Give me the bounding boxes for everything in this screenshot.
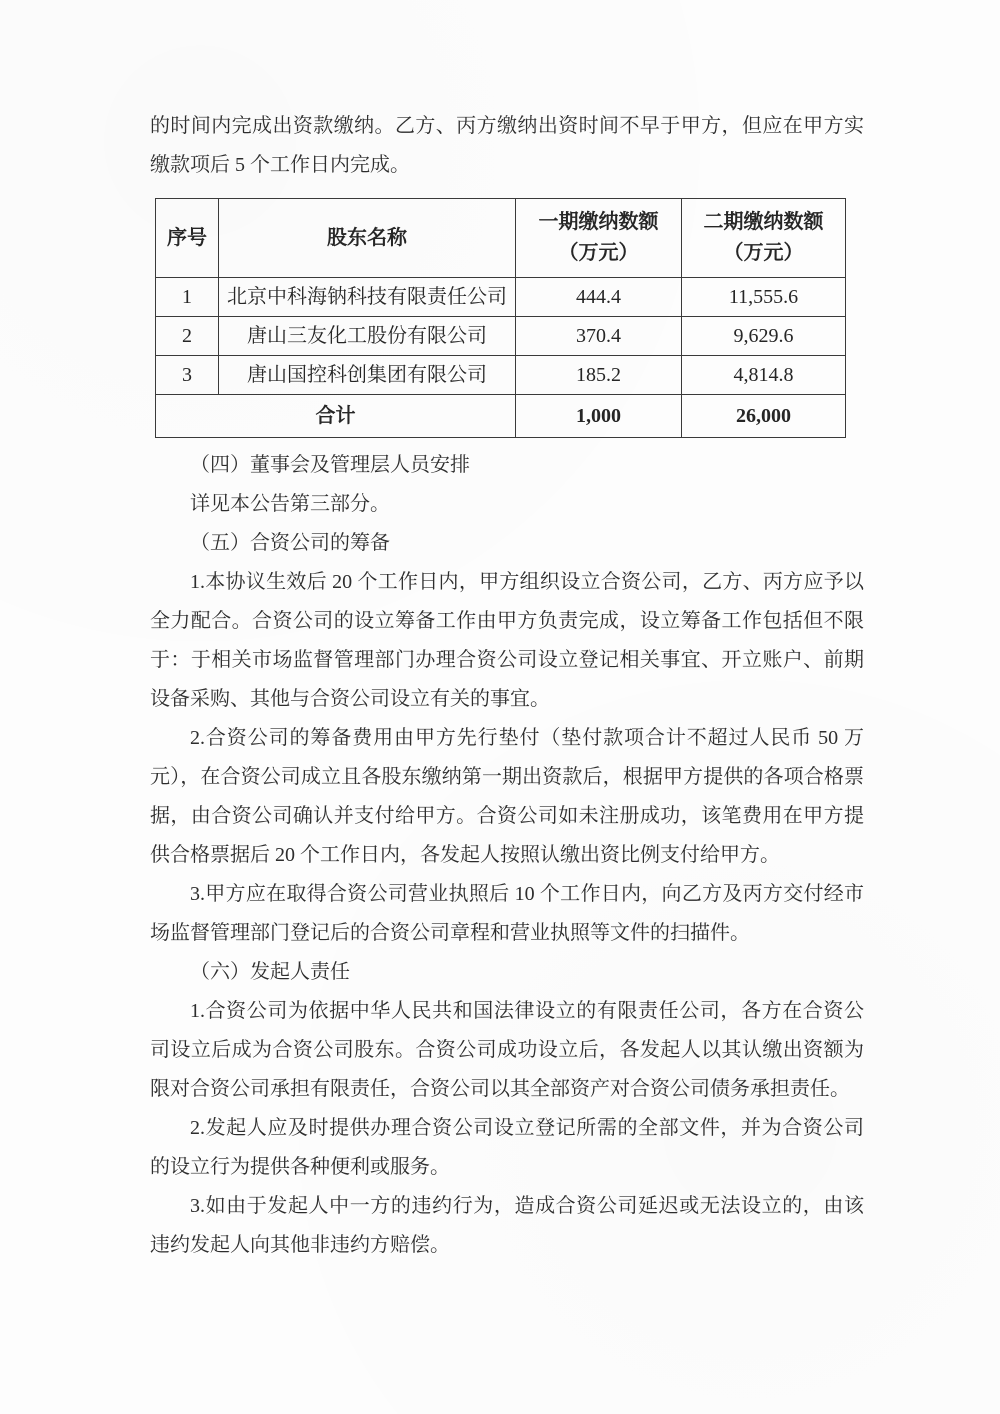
cell-phase2: 11,555.6: [682, 278, 846, 317]
col-header-phase1: [516, 199, 682, 278]
table-header-row: [156, 199, 846, 278]
section-heading-6: （六）发起人责任: [190, 961, 350, 983]
paragraph-promoter-2: 2.发起人应及时提供办理合资公司设立登记所需的全部文件，并为合资公司的设立行为提供各种便利或服务。: [150, 1117, 864, 1178]
cell-phase2: 4,814.8: [682, 356, 846, 395]
table-row: [156, 356, 846, 395]
col-header-seq: 序号: [156, 199, 219, 278]
paragraph-continuation: 的时间内完成出资款缴纳。乙方、丙方缴纳出资时间不早于甲方，但应在甲方实缴款项后 5 个工作日内完成。: [150, 115, 864, 176]
cell-seq: 3: [156, 356, 219, 395]
paragraph-preparation-2: 2.合资公司的筹备费用由甲方先行垫付（垫付款项合计不超过人民币 50 万元），在合资公司成立且各股东缴纳第一期出资款后，根据甲方提供的各项合格票据，由合资公司确认并支付给甲方。合资公司如未注册成功，该笔费用在甲方提供合格票据后 20 个工作日内，各发起人按照认缴出资比例支付给甲方。: [150, 727, 864, 866]
table-total-row: [156, 395, 846, 438]
cell-shareholder: 唐山三友化工股份有限公司: [219, 317, 516, 356]
cell-shareholder: 唐山国控科创集团有限公司: [219, 356, 516, 395]
paragraph-promoter-1: 1.合资公司为依据中华人民共和国法律设立的有限责任公司，各方在合资公司设立后成为合资公司股东。合资公司成功设立后，各发起人以其认缴出资额为限对合资公司承担有限责任，合资公司以其全部资产对合资公司债务承担责任。: [150, 1000, 864, 1100]
col-header-shareholder: 股东名称: [219, 199, 516, 278]
cell-total-label: 合计: [156, 395, 516, 438]
cell-phase1: 185.2: [516, 356, 682, 395]
col-header-phase1-line2: （万元）: [558, 242, 639, 264]
paragraph-preparation-3: 3.甲方应在取得合资公司营业执照后 10 个工作日内，向乙方及丙方交付经市场监督管理部门登记后的合资公司章程和营业执照等文件的扫描件。: [150, 883, 864, 944]
col-header-phase2: [682, 199, 846, 278]
document-content: [150, 107, 864, 1265]
section-heading-4: （四）董事会及管理层人员安排: [190, 454, 470, 476]
col-header-phase2-line1: 二期缴纳数额: [703, 211, 824, 233]
cell-seq: 1: [156, 278, 219, 317]
cell-total-phase1: 1,000: [516, 395, 682, 438]
table-header: [156, 199, 846, 278]
table-row: [156, 317, 846, 356]
section-heading-5: （五）合资公司的筹备: [190, 532, 390, 554]
cell-phase2: 9,629.6: [682, 317, 846, 356]
col-header-phase2-line2: （万元）: [723, 242, 804, 264]
cell-shareholder: 北京中科海钠科技有限责任公司: [219, 278, 516, 317]
col-header-phase1-line1: 一期缴纳数额: [538, 211, 659, 233]
capital-contribution-table: [155, 198, 846, 438]
cell-phase1: 370.4: [516, 317, 682, 356]
paragraph-preparation-1: 1.本协议生效后 20 个工作日内，甲方组织设立合资公司，乙方、丙方应予以全力配合。合资公司的设立筹备工作由甲方负责完成，设立筹备工作包括但不限于：于相关市场监督管理部门办理合资公司设立登记相关事宜、开立账户、前期设备采购、其他与合资公司设立有关的事宜。: [150, 571, 864, 710]
cell-phase1: 444.4: [516, 278, 682, 317]
table-row: [156, 278, 846, 317]
cell-seq: 2: [156, 317, 219, 356]
cell-total-phase2: 26,000: [682, 395, 846, 438]
paragraph-see-part-three: 详见本公告第三部分。: [190, 493, 390, 515]
paragraph-promoter-3: 3.如由于发起人中一方的违约行为，造成合资公司延迟或无法设立的，由该违约发起人向其他非违约方赔偿。: [150, 1195, 864, 1256]
